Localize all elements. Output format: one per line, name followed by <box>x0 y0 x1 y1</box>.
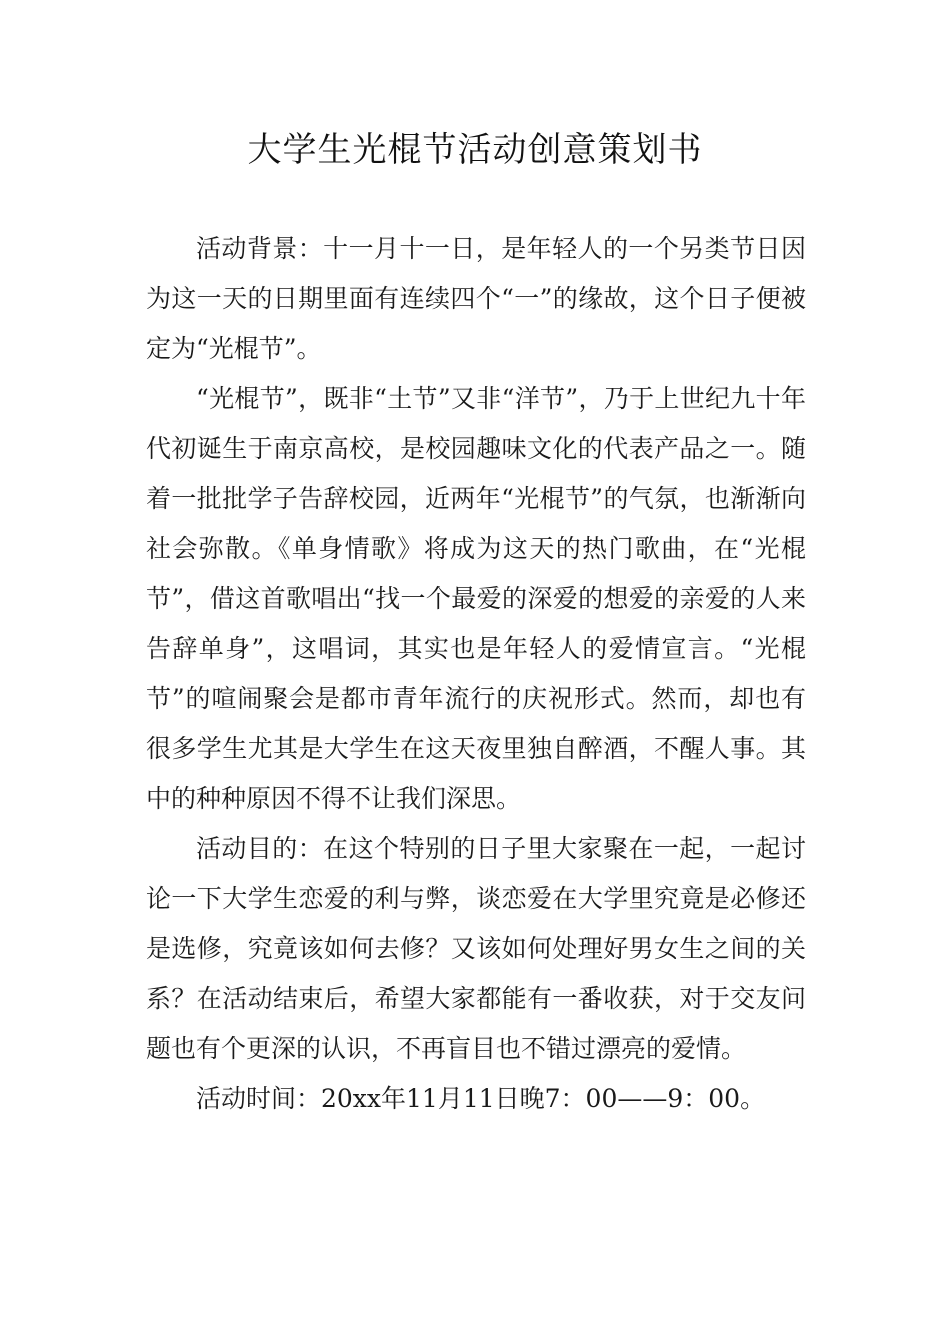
paragraph-purpose: 活动目的：在这个特别的日子里大家聚在一起，一起讨论一下大学生恋爱的利与弊，谈恋爱在大学里究竟是必修还是选修，究竟该如何去修？又该如何处理好男女生之间的关系？在活动结束后，希望大家都能有一番收获，对于交友问题也有个更深的认识，不再盲目也不错过漂亮的爱情。 <box>146 834 806 1063</box>
paragraph-festival-origin: “光棍节”，既非“土节”又非“洋节”，乃于上世纪九十年代初诞生于南京高校，是校园趣味文化的代表产品之一。随着一批批学子告辞校园，近两年“光棍节”的气氛，也渐渐向社会弥散。《单身情歌》将成为这天的热门歌曲，在“光棍节”，借这首歌唱出“找一个最爱的深爱的想爱的亲爱的人来告辞单身”，这唱词，其实也是年轻人的爱情宣言。“光棍节”的喧闹聚会是都市青年流行的庆祝形式。然而，却也有很多学生尤其是大学生在这天夜里独自醉酒，不醒人事。其中的种种原因不得不让我们深思。 <box>146 384 806 813</box>
paragraph-background: 活动背景：十一月十一日，是年轻人的一个另类节日因为这一天的日期里面有连续四个“一”的缘故，这个日子便被定为“光棍节”。 <box>146 234 806 363</box>
paragraph-time: 活动时间：20xx年11月11日晚7：00——9：00。 <box>196 1084 766 1113</box>
document-body <box>146 224 806 1124</box>
document-title: 大学生光棍节活动创意策划书 <box>247 130 703 170</box>
